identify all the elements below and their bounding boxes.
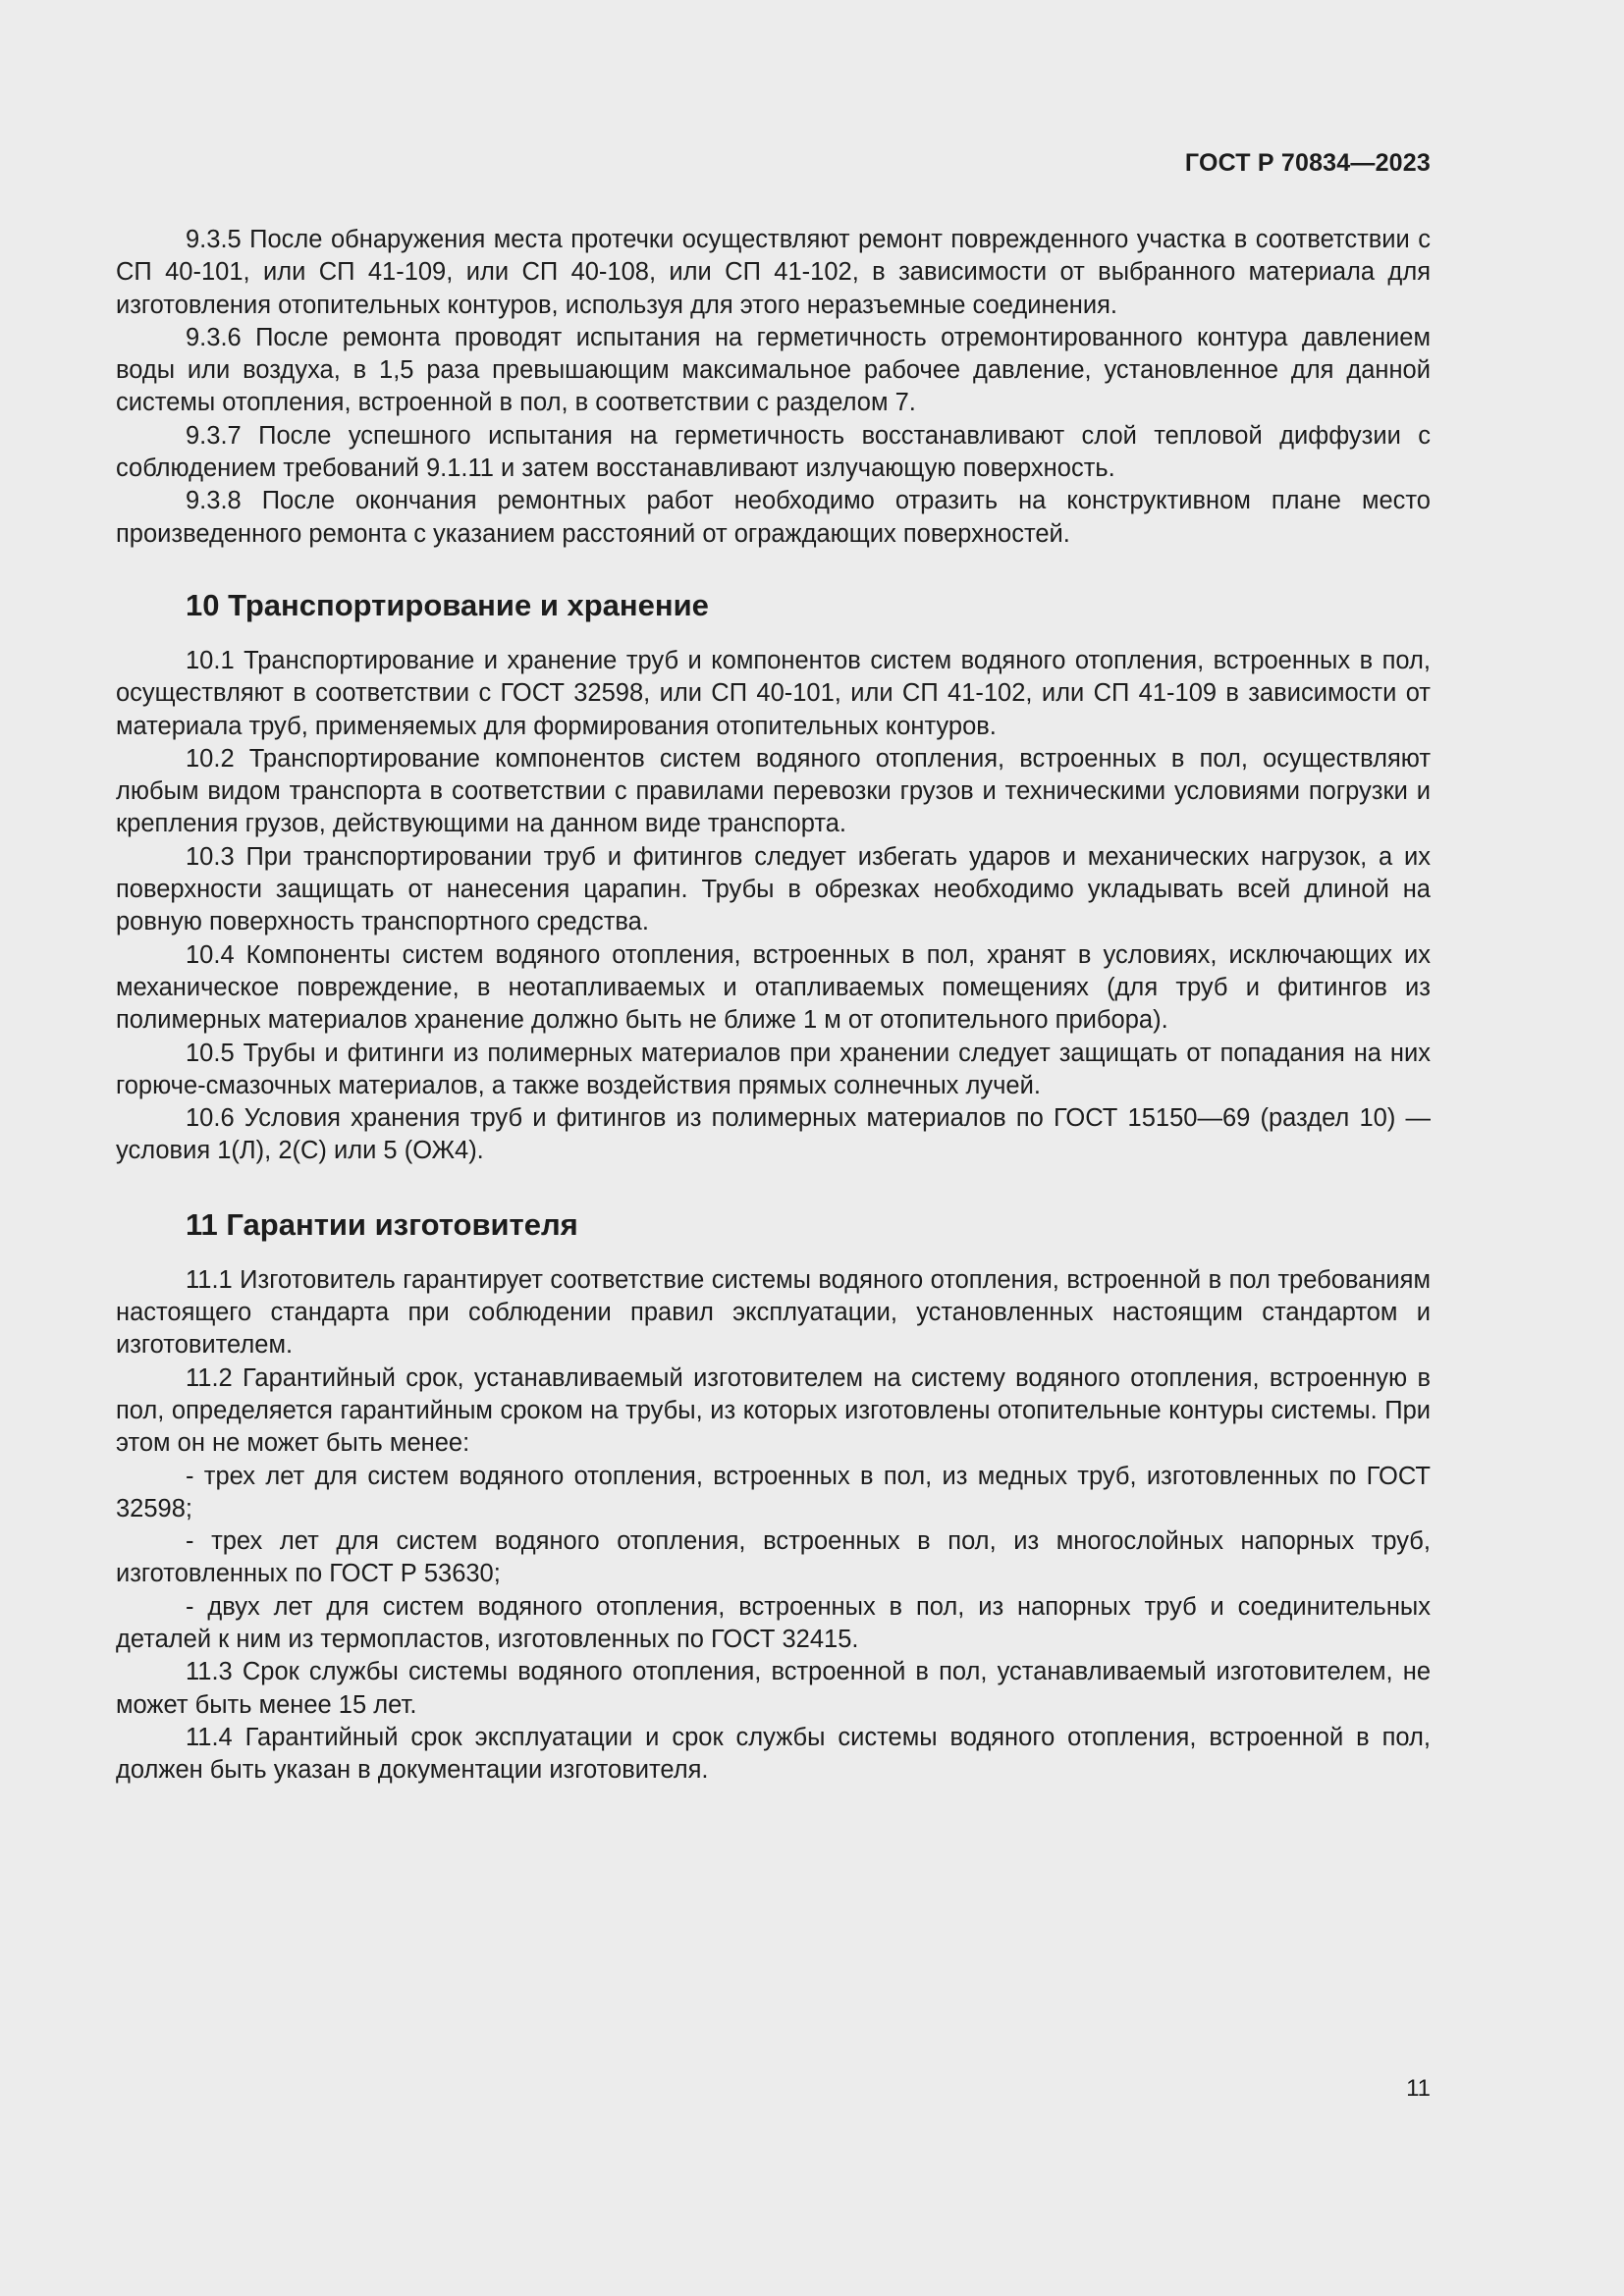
- page-number: 11: [1406, 2075, 1431, 2102]
- paragraph-9-3-5: 9.3.5 После обнаружения места протечки осуществляют ремонт поврежденного участка в соответствии с СП 40-101, или СП 41-109, или СП 40-108, или СП 41-102, в зависимости от выбранного материала для изготовления отопительных контуров, используя для этого неразъемные соединения.: [116, 226, 1431, 319]
- paragraph-10-6: 10.6 Условия хранения труб и фитингов из полимерных материалов по ГОСТ 15150—69 (раздел 10) — условия 1(Л), 2(С) или 5 (ОЖ4).: [116, 1104, 1431, 1165]
- document-body: [116, 224, 1431, 1787]
- paragraph-9-3-8: 9.3.8 После окончания ремонтных работ необходимо отразить на конструктивном плане место произведенного ремонта с указанием расстояний от ограждающих поверхностей.: [116, 487, 1431, 548]
- paragraph-9-3-7: 9.3.7 После успешного испытания на герметичность восстанавливают слой тепловой диффузии с соблюдением требований 9.1.11 и затем восстанавливают излучающую поверхность.: [116, 421, 1431, 483]
- paragraph-11-4: 11.4 Гарантийный срок эксплуатации и срок службы системы водяного отопления, встроенной в пол, должен быть указан в документации изготовителя.: [116, 1723, 1431, 1785]
- list-item-copper-pipes: - трех лет для систем водяного отопления, встроенных в пол, из медных труб, изготовленных по ГОСТ 32598;: [116, 1462, 1431, 1522]
- list-item-thermoplastic-pipes: - двух лет для систем водяного отопления, встроенных в пол, из напорных труб и соединительных деталей к ним из термопластов, изготовленных по ГОСТ 32415.: [116, 1592, 1431, 1653]
- section-10-title: 10 Транспортирование и хранение: [186, 587, 709, 622]
- paragraph-9-3-6: 9.3.6 После ремонта проводят испытания на герметичность отремонтированного контура давлением воды или воздуха, в 1,5 раза превышающим максимальное рабочее давление, установленное для данной системы отопления, встроенной в пол, в соответствии с разделом 7.: [116, 323, 1431, 417]
- paragraph-10-1: 10.1 Транспортирование и хранение труб и компонентов систем водяного отопления, встроенных в пол, осуществляют в соответствии с ГОСТ 32598, или СП 40-101, или СП 41-102, или СП 41-109 в зависимости от материала труб, применяемых для формирования отопительных контуров.: [116, 646, 1431, 740]
- paragraph-10-2: 10.2 Транспортирование компонентов систем водяного отопления, встроенных в пол, осуществляют любым видом транспорта в соответствии с правилами перевозки грузов и техническими условиями погрузки и крепления грузов, действующими на данном виде транспорта.: [116, 744, 1431, 838]
- paragraph-11-2: 11.2 Гарантийный срок, устанавливаемый изготовителем на систему водяного отопления, встроенную в пол, определяется гарантийным сроком на трубы, из которых изготовлены отопительные контуры системы. При этом он не может быть менее:: [116, 1363, 1431, 1458]
- document-page: [116, 0, 1431, 2296]
- document-header: ГОСТ Р 70834—2023: [1184, 149, 1431, 177]
- section-11-title: 11 Гарантии изготовителя: [186, 1206, 578, 1242]
- paragraph-10-3: 10.3 При транспортировании труб и фитингов следует избегать ударов и механических нагрузок, а их поверхности защищать от нанесения царапин. Трубы в обрезках необходимо укладывать всей длиной на ровную поверхность транспортного средства.: [116, 842, 1431, 936]
- paragraph-10-5: 10.5 Трубы и фитинги из полимерных материалов при хранении следует защищать от попадания на них горюче-смазочных материалов, а также воздействия прямых солнечных лучей.: [116, 1039, 1431, 1099]
- list-item-multilayer-pipes: - трех лет для систем водяного отопления, встроенных в пол, из многослойных напорных труб, изготовленных по ГОСТ Р 53630;: [116, 1527, 1431, 1588]
- paragraph-11-1: 11.1 Изготовитель гарантирует соответствие системы водяного отопления, встроенной в пол требованиям настоящего стандарта при соблюдении правил эксплуатации, установленных настоящим стандартом и изготовителем.: [116, 1265, 1431, 1360]
- paragraph-11-3: 11.3 Срок службы системы водяного отопления, встроенной в пол, устанавливаемый изготовителем, не может быть менее 15 лет.: [116, 1658, 1431, 1719]
- paragraph-10-4: 10.4 Компоненты систем водяного отопления, встроенных в пол, хранят в условиях, исключающих их механическое повреждение, в неотапливаемых и отапливаемых помещениях (для труб и фитингов из полимерных материалов хранение должно быть не ближе 1 м от отопительного прибора).: [116, 940, 1431, 1035]
